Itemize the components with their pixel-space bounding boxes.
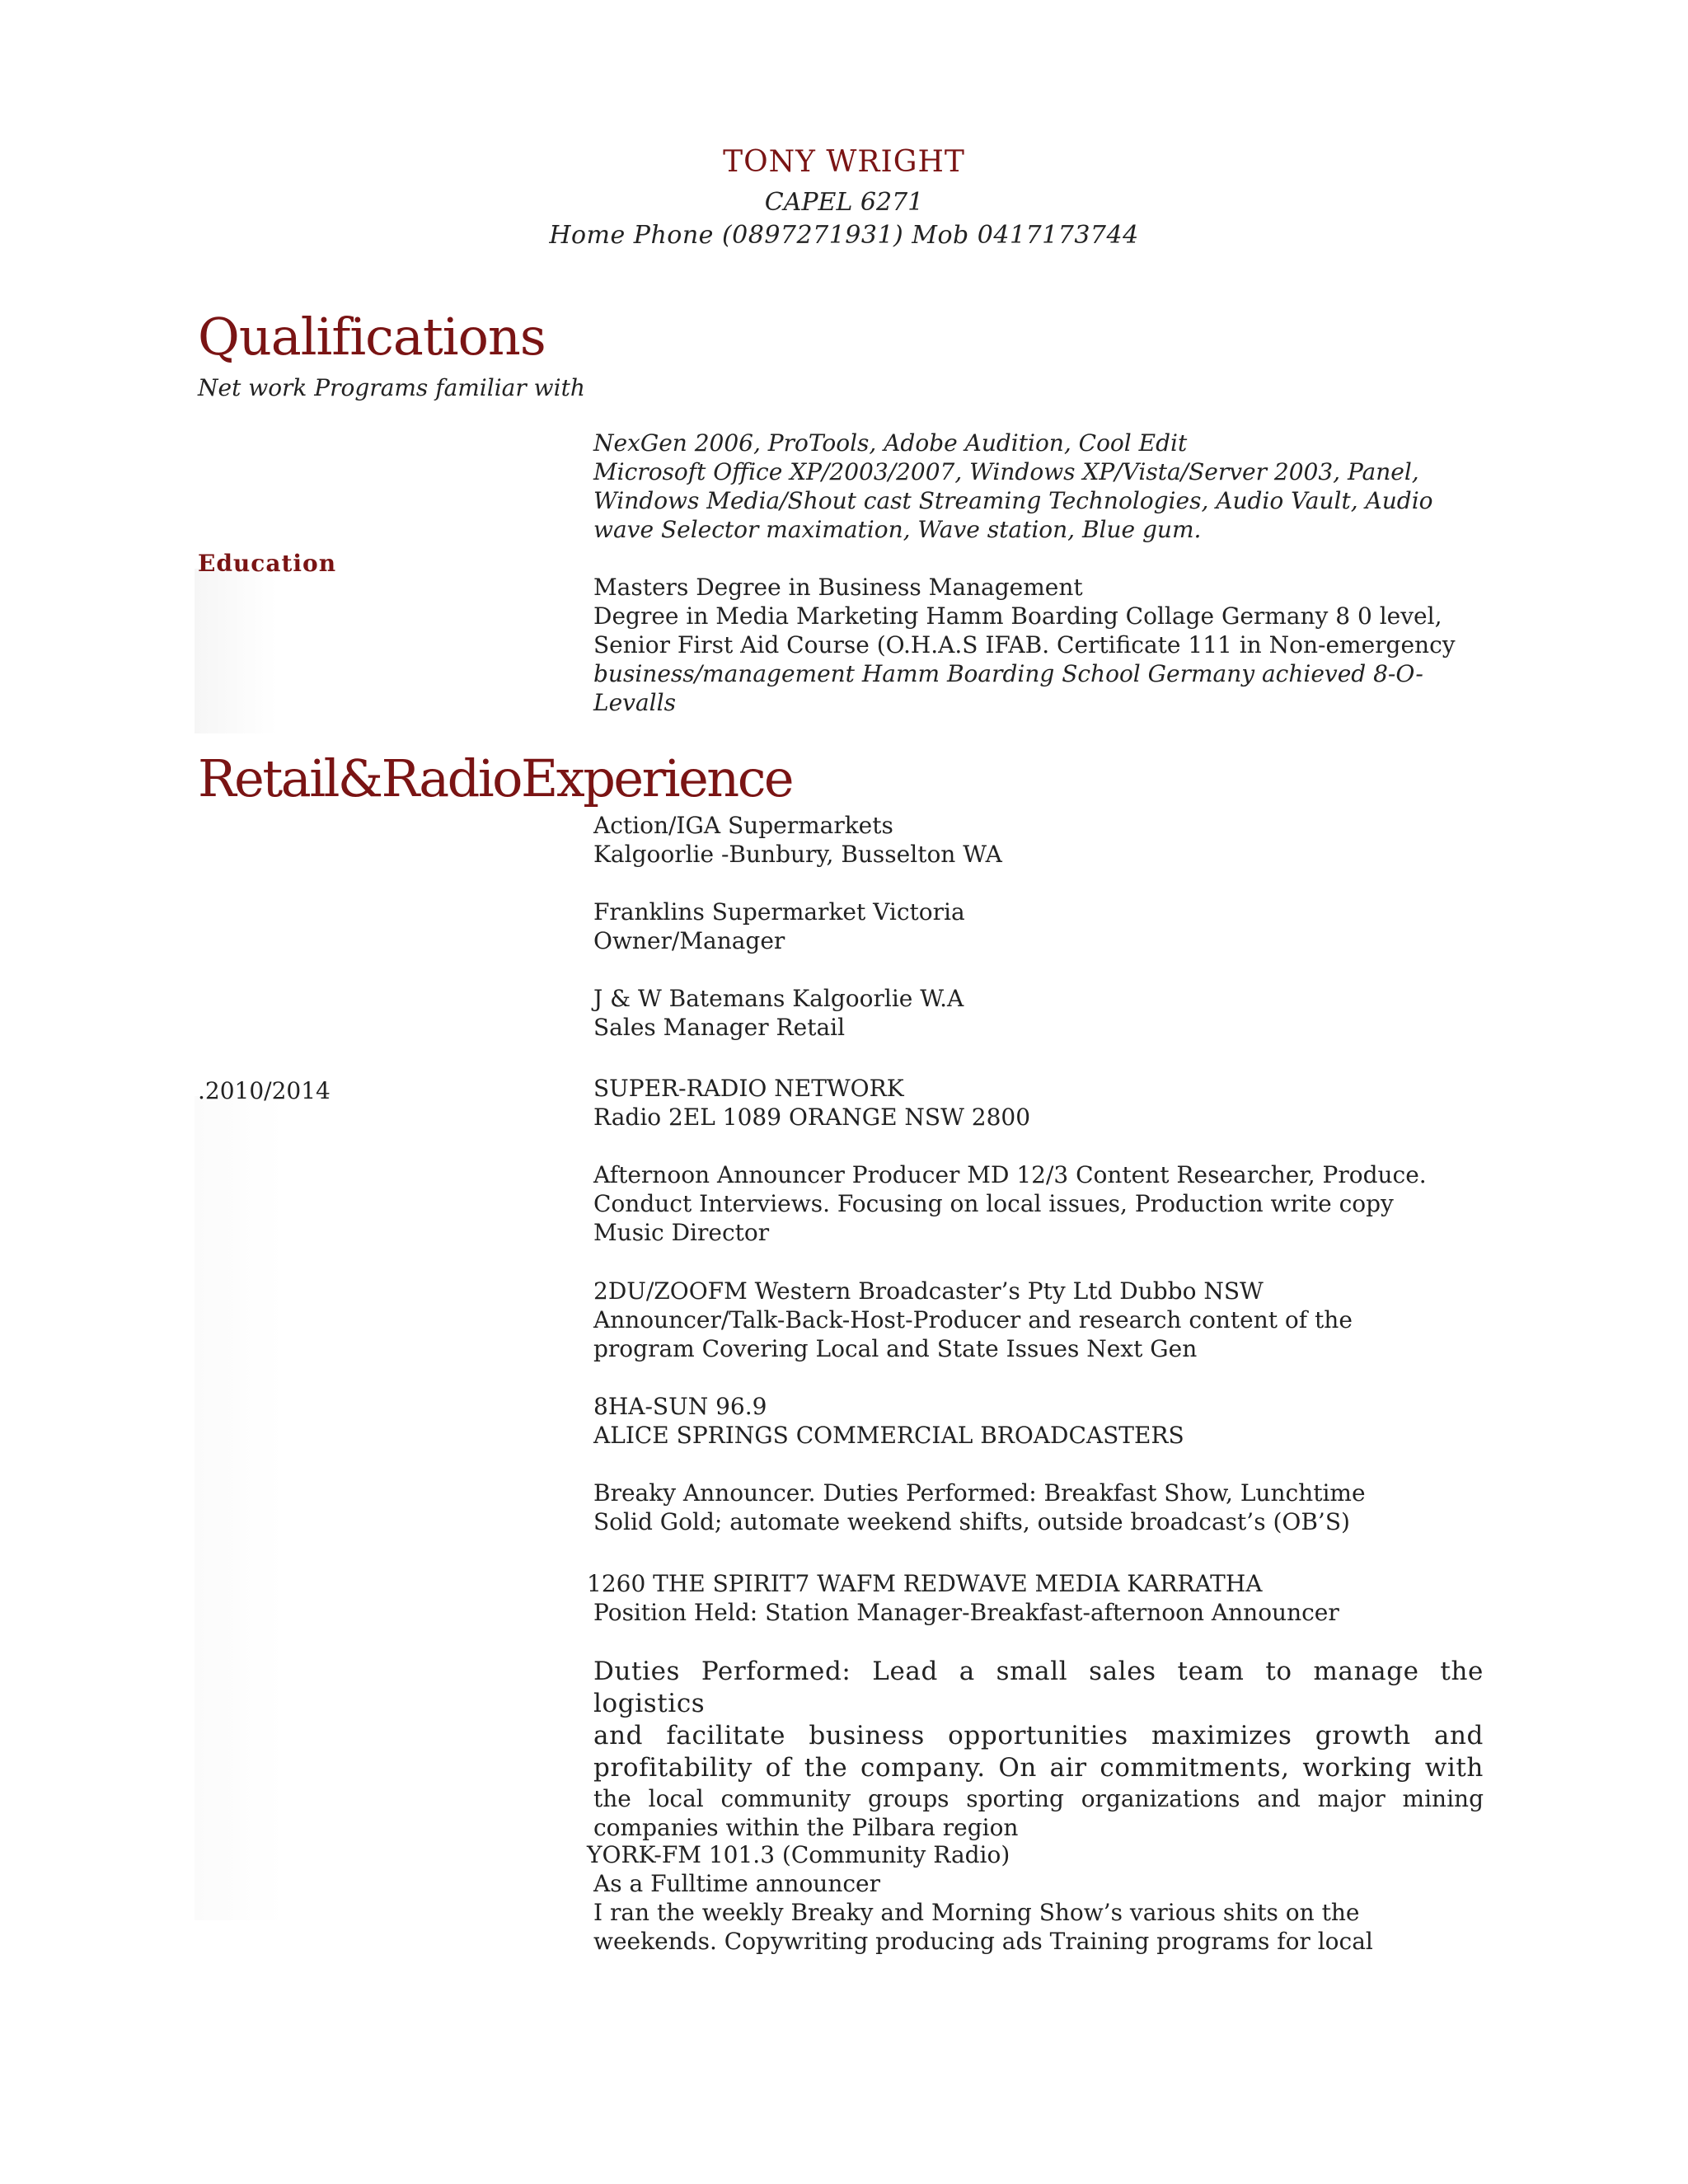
education-list <box>593 573 1484 717</box>
programs-line: Windows Media/Shout cast Streaming Technologies, Audio Vault, Audio <box>593 487 1433 514</box>
experience-line: program Covering Local and State Issues Next Gen <box>593 1335 1198 1362</box>
experience-line: 8HA-SUN 96.9 <box>593 1393 767 1420</box>
experience-line: Duties Performed: Lead a small sales team to manage the logistics <box>593 1657 1484 1718</box>
experience-line: weekends. Copywriting producing ads Training programs for local <box>593 1928 1373 1955</box>
experience-line: ALICE SPRINGS COMMERCIAL BROADCASTERS <box>593 1422 1184 1449</box>
experience-line: Position Held: Station Manager-Breakfast-afternoon Announcer <box>593 1599 1339 1626</box>
experience-line: Conduct Interviews. Focusing on local issues, Production write copy <box>593 1190 1394 1217</box>
education-line: Masters Degree in Business Management <box>593 574 1083 601</box>
programs-subtitle: Net work Programs familiar with <box>198 374 585 401</box>
experience-block <box>593 811 1484 869</box>
experience-line: Sales Manager Retail <box>593 1014 846 1041</box>
date-range-label: .2010/2014 <box>198 1077 331 1104</box>
programs-list <box>593 429 1484 544</box>
shade-decoration <box>195 1096 285 1920</box>
experience-line: Afternoon Announcer Producer MD 12/3 Content Researcher, Produce. <box>593 1161 1427 1188</box>
experience-line: and facilitate business opportunities maximizes growth and <box>593 1721 1484 1750</box>
experience-block <box>593 898 1484 955</box>
education-line: Senior First Aid Course (O.H.A.S IFAB. Certificate 111 in Non-emergency <box>593 631 1456 658</box>
education-line: Degree in Media Marketing Hamm Boarding Collage Germany 8 0 level, <box>593 602 1442 630</box>
experience-block <box>593 1392 1484 1450</box>
experience-block <box>593 1277 1484 1363</box>
experience-line: YORK-FM 101.3 (Community Radio) <box>587 1841 1010 1868</box>
experience-block <box>593 984 1484 1042</box>
programs-line: NexGen 2006, ProTools, Adobe Audition, Cool Edit <box>593 429 1188 457</box>
experience-line: the local community groups sporting organizations and major mining <box>593 1785 1484 1812</box>
experience-block <box>593 1656 1484 1842</box>
experience-line: 1260 THE SPIRIT7 WAFM REDWAVE MEDIA KARRATHA <box>587 1570 1263 1597</box>
experience-line: SUPER-RADIO NETWORK <box>593 1075 904 1102</box>
experience-line: 2DU/ZOOFM Western Broadcaster’s Pty Ltd Dubbo NSW <box>593 1277 1264 1305</box>
experience-block <box>587 1840 1477 1956</box>
candidate-phone: Home Phone (0897271931) Mob 0417173744 <box>549 221 1139 250</box>
experience-block <box>593 1479 1484 1536</box>
experience-block <box>593 1160 1484 1247</box>
experience-heading: Retail&RadioExperience <box>198 748 793 808</box>
experience-line: Solid Gold; automate weekend shifts, outside broadcast’s (OB’S) <box>593 1508 1350 1535</box>
experience-line: As a Fulltime announcer <box>593 1870 881 1897</box>
experience-line: Announcer/Talk-Back-Host-Producer and research content of the <box>593 1306 1353 1333</box>
experience-line: Radio 2EL 1089 ORANGE NSW 2800 <box>593 1104 1031 1131</box>
programs-line: Microsoft Office XP/2003/2007, Windows XP/Vista/Server 2003, Panel, <box>593 458 1419 485</box>
experience-line: Music Director <box>593 1219 770 1246</box>
experience-line: Action/IGA Supermarkets <box>593 812 893 839</box>
qualifications-heading: Qualifications <box>198 307 546 367</box>
experience-line: Kalgoorlie -Bunbury, Busselton WA <box>593 841 1002 868</box>
candidate-name: TONY WRIGHT <box>723 145 965 179</box>
experience-line: companies within the Pilbara region <box>593 1814 1019 1841</box>
shade-decoration <box>195 569 277 733</box>
education-line: business/management Hamm Boarding School Germany achieved 8-O- <box>593 660 1423 687</box>
candidate-address: CAPEL 6271 <box>764 188 924 217</box>
experience-line: profitability of the company. On air commitments, working with <box>593 1753 1484 1783</box>
experience-line: Franklins Supermarket Victoria <box>593 898 965 926</box>
experience-line: Breaky Announcer. Duties Performed: Breakfast Show, Lunchtime <box>593 1479 1366 1507</box>
experience-block <box>593 1074 1484 1132</box>
experience-line: J & W Batemans Kalgoorlie W.A <box>593 985 964 1012</box>
experience-line: Owner/Manager <box>593 927 785 954</box>
education-line: Levalls <box>593 689 676 716</box>
programs-line: wave Selector maximation, Wave station, Blue gum. <box>593 516 1202 543</box>
experience-line: I ran the weekly Breaky and Morning Show’s various shits on the <box>593 1899 1360 1926</box>
education-label: Education <box>198 550 337 577</box>
experience-block <box>587 1569 1477 1627</box>
